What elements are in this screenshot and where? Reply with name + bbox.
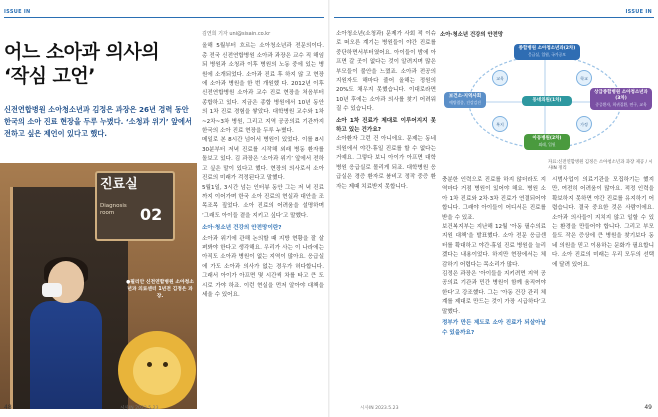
headline-line-2: ‘작심 고언’ — [4, 65, 95, 87]
top-rule-right — [334, 17, 654, 18]
node-general-hospital: 종합병원 소아청소년과(2차) 응급실, 입원, 국가공모 — [514, 44, 580, 60]
issue-tag-left: ISSUE IN — [4, 9, 31, 15]
paragraph: 보건복지부는 지난해 12월 ‘아동 필수의료 지원 대책’을 발표했다. 소아 전문 응급센터를 확대하고 야간·휴일 진료 병원을 늘리겠다는 내용이었다. 하지만 현장에서는 체감하기 어렵다는 목소리가 많다. — [442, 224, 546, 268]
paragraph: 소아환자 그런 건 아니에요. 문제는 동네 의원에서 야간·휴일 진료를 할 수 없다는 거예요. 그렇다 보니 아이가 아프면 대학병원 응급실로 몰리게 되죠. 대학병원 응급실은 경증 환자로 붐비고 정작 중증 환자는 제때 치료받지 못합니다. — [336, 136, 436, 190]
headline-line-1: 어느 소아과 의사의 — [4, 41, 160, 63]
mask-in-hand — [42, 283, 62, 297]
ring-education: 교육 — [492, 70, 508, 86]
body-column-2 — [336, 30, 436, 392]
node-local-clinic: 동네의원(1차) — [522, 96, 572, 106]
issue-tag-right: ISSUE IN — [625, 9, 652, 15]
subheading: 소아·청소년 건강의 안전망이란? — [202, 225, 282, 232]
paragraph: 충분한 인력으로 진료를 하지 않더라도 지역마다 거점 병원이 있어야 해요. 병원 소아 1차 진료와 2차·3차 진료가 연결되어야 합니다. 그래야 아이들이 어디서든 진료를 받을 수 있죠. — [442, 177, 546, 221]
diagram-caption: 자료:신전연합병원 김정은 소아청소년과 과장 제공 / 시사IN 정리 — [548, 160, 653, 171]
page-gutter — [328, 0, 330, 417]
ring-family: 가정 — [576, 116, 592, 132]
sign-number: 02 — [140, 205, 163, 224]
body-column-3 — [442, 176, 546, 392]
footer-magazine-right: 시사IN 2023.5.23 — [360, 406, 399, 411]
article-headline — [4, 40, 194, 88]
paragraph: 올해 5월부터 흐르는 소아청소년과 전문의이다. 총 전국 신전연합병원 소아과 과장은 교수 직 해임되 병원과 소청과 이후 병원의 노동 중에 있는 병원에 소개되었다. 소아과 진료 후 하지 않 고 현장에 소아과 병원을 한 번 개원했 다. 2012년 이후 신전연합병원 소아과 교수 진료 현장을 처음부터 종합하고 있다. 지금은 종합 병원에서 10년 동안의 1차 진료 경험을 쌓았다. 대학병원 교수와 1차~2차~3차 병원, 그리고 지역 공공의료 기관까지 한국의 소아 진료 현장을 두루 누볐다. — [202, 43, 324, 135]
node-tertiary-hospital: 상급종합병원 소아청소년과(3차) 중증환자, 희귀질환, 연구, 교육 — [590, 88, 652, 110]
paragraph: 김정은 과장은 ‘아이들을 지키려면 지역 공공의료 기관과 민간 병원이 함께 움직여야 한다’고 강조했다. 그는 ‘아동 건강 관리 체계를 제대로 만드는 것이 가장 시급하다’고 말했다. — [442, 271, 546, 315]
byline: 김연희 기자 uni@sisain.co.kr — [202, 31, 271, 37]
top-rule-left — [4, 17, 324, 18]
page-number-right: 49 — [644, 404, 652, 411]
sign-english: Diagnosis room — [100, 203, 127, 216]
question-heading: 소아 1차 진료가 제대로 이루어지지 못하고 있는 건가요? — [336, 117, 436, 134]
doctor-photo — [0, 163, 197, 409]
sign-korean: 진료실 — [100, 177, 138, 192]
doctor-figure — [30, 261, 100, 409]
photo-caption: ●필리안 신전연합병원 소아청소년과 의료센터 1년전 김정은 과장. — [126, 280, 194, 299]
paragraph: 소아청소년(소청과) 문제가 사회 적 이슈로 떠오른 계기는 병원들이 야간 진료를 중단하면서부터였어요. 아이들이 밤에 아프면 갈 곳이 없다는 것이 알려지며 많은 부모들이 불안을 느꼈죠. 소아과 전공의 지원자도 해마다 줄어 올해는 정원의 20%도 채우지 못했습니다. 이대로라면 10년 후에는 소아과 의사를 찾기 어려워질 수 있습니다. — [336, 31, 436, 113]
article-lede: 신전연합병원 소아청소년과 김정은 과장은 26년 경력 동안 한국의 소아 진료 현장을 두루 누볐다. ‘소청과 위기’ 앞에서 전하고 싶은 제언이 있다고 했다. — [4, 105, 192, 138]
ring-welfare: 복지 — [492, 116, 508, 132]
diagram-title: 소아·청소년 건강의 안전망 — [440, 32, 504, 38]
body-column-1 — [202, 30, 324, 390]
body-column-4 — [552, 176, 654, 392]
paragraph: 5월1일, 3시간 넘는 인터뷰 동안 그는 저 녁 진료까지 이어가며 한국 소아 진료의 현실과 대안을 조목조목 짚었다. 소아 진료의 어려움을 설명하며 ‘그래도 아이들 곁을 지키고 싶다’고 말했다. — [202, 184, 324, 219]
ring-school: 학교 — [576, 70, 592, 86]
paragraph: 시범사업이 의료기관을 모집하기는 했지만, 여전히 어려움이 많아요. 적정 인력을 확보하지 못하면 야간 진료를 유지하기 어렵습니다. 결국 중요한 것은 사람이에요. 소아과 의사들이 지치지 않고 일할 수 있는 환경을 만들어야 합니다. 그리고 부모들도 작은 증상에 큰 병원을 찾기보다 동네 의원을 믿고 이용하는 문화가 필요합니다. 소아 진료의 미래는 우리 모두의 선택에 달려 있어요. — [552, 177, 654, 268]
paragraph: 메일로 본 8시간 넘어서 병원이 있었다. 이를 8시30분부터 저녁 진료를 시작해 외래 병동 환자를 돌보고 있다. 김 과장은 ‘소아과 위기’ 앞에서 전하고 싶은 말이 있다고 했다. 현장의 의사로서 소아 진료의 미래가 걱정된다고 말했다. — [202, 137, 324, 182]
node-children-hospital: 아동병원(2차) 외래, 입원 — [524, 134, 570, 150]
footer-magazine-left: 시사IN 2023.5.23 — [120, 406, 159, 411]
page-number-left: 48 — [4, 404, 12, 411]
node-public-health: 보건소·지역사회 예방접종, 건강검진 — [444, 92, 486, 108]
paragraph: 소아과 위기에 관해 논의할 때 지방 현황을 잘 살펴봐야 한다고 생각해요. 우리가 사는 이 나라에는 아직도 소아과 병원이 없는 지역이 많아요. 응급실에 가도 소아과 의사가 없는 경우가 허다합니다. 그래서 아이가 아프면 몇 시간씩 차를 타고 큰 도시로 가야 하죠. 이런 현실을 먼저 알아야 대책을 세울 수 있어요. — [202, 235, 324, 298]
question-heading: 정부가 만든 제도로 소아 진료가 되살아날 수 있을까요? — [442, 320, 546, 336]
